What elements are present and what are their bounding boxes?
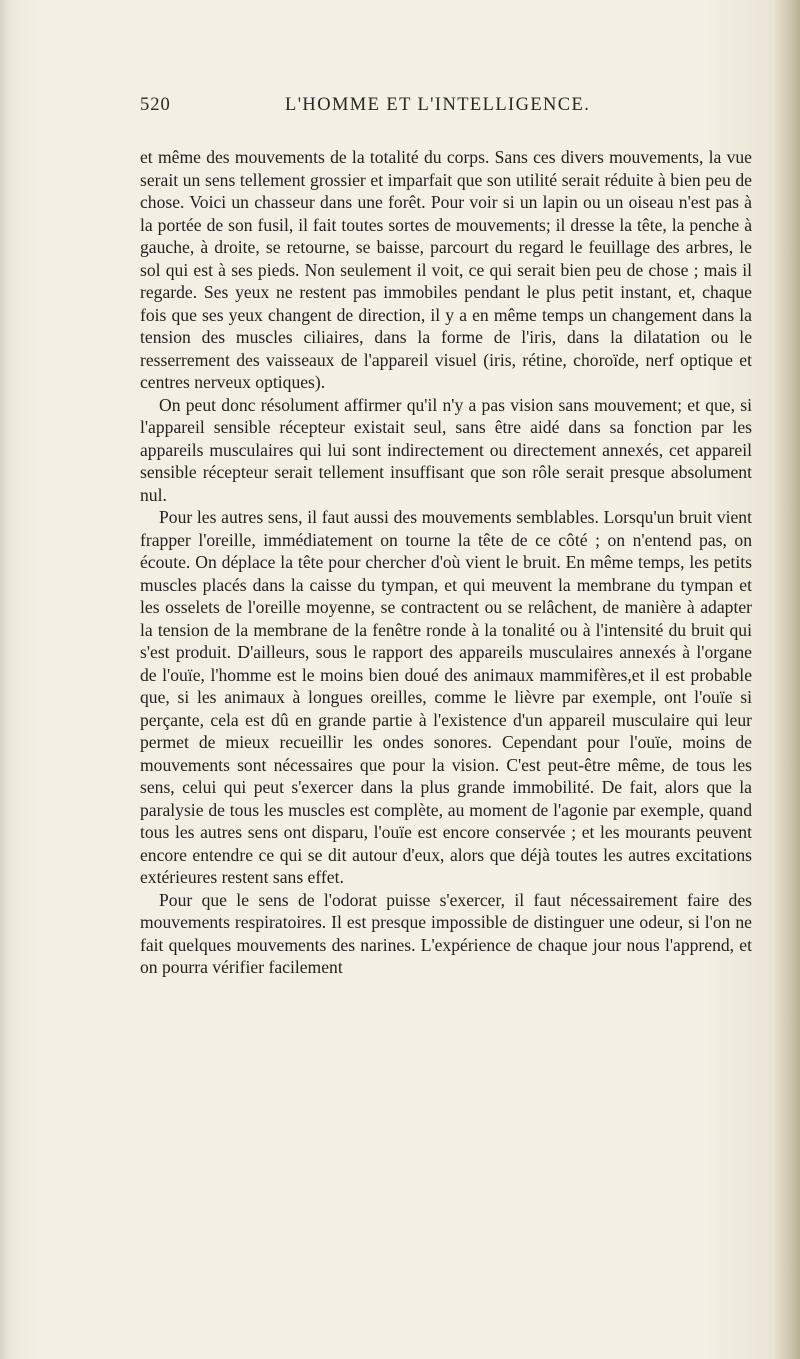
body-text — [140, 146, 752, 979]
running-head — [140, 95, 750, 125]
running-title: L'HOMME ET L'INTELLIGENCE. — [285, 95, 591, 115]
binding-shadow — [0, 0, 14, 1359]
paragraph-3: Pour les autres sens, il faut aussi des mouvements semblables. Lorsqu'un bruit vient frapper l'oreille, immédiatement on tourne la tête de ce côté ; on n'entend pas, on écoute. On déplace la tête pour chercher d'où vient le bruit. En même temps, les petits muscles placés dans la caisse du tympan, et qui meuvent la membrane du tympan et les osselets de l'oreille moyenne, se contractent ou se relâchent, de manière à adapter la tension de la membrane de la fenêtre ronde à la tonalité ou à l'intensité du bruit qui s'est produit. D'ailleurs, sous le rapport des appareils musculaires annexés à l'organe de l'ouïe, l'homme est le moins bien doué des animaux mammifères,et il est probable que, si les animaux à longues oreilles, comme le lièvre par exemple, ont l'ouïe si perçante, cela est dû en grande partie à l'existence d'un appareil musculaire qui leur permet de mieux recueillir les ondes sonores. Cependant pour l'ouïe, moins de mouvements sont nécessaires que pour la vision. C'est peut-être même, de tous les sens, celui qui peut s'exercer dans la plus grande immobilité. De fait, alors que la paralysie de tous les muscles est complète, au moment de l'agonie par exemple, quand tous les autres sens ont disparu, l'ouïe est encore conservée ; et les mourants peuvent encore entendre ce qui se dit autour d'eux, alors que déjà toutes les autres excitations extérieures restent sans effet. — [140, 507, 752, 887]
page-number: 520 — [140, 95, 171, 115]
paragraph-1: et même des mouvements de la totalité du corps. Sans ces divers mouvements, la vue serait un sens tellement grossier et imparfait que son utilité serait réduite à bien peu de chose. Voici un chasseur dans une forêt. Pour voir si un lapin ou un oiseau n'est pas à la portée de son fusil, il fait toutes sortes de mouvements; il dresse la tête, la penche à gauche, à droite, se retourne, se baisse, parcourt du regard le feuillage des arbres, le sol qui est à ses pieds. Non seulement il voit, ce qui serait bien peu de chose ; mais il regarde. Ses yeux ne restent pas immobiles pendant le plus petit instant, et, chaque fois que ses yeux changent de direction, il y a en même temps un changement dans la tension des muscles ciliaires, dans la forme de l'iris, dans la dilatation ou le resserrement des vaisseaux de l'appareil visuel (iris, rétine, choroïde, nerf optique et centres nerveux optiques). — [140, 147, 752, 392]
paragraph-2: On peut donc résolument affirmer qu'il n'y a pas vision sans mouvement; et que, si l'appareil sensible récepteur existait seul, sans être aidé dans sa fonction par les appareils musculaires qui lui sont indirectement ou directement annexés, cet appareil sensible récepteur serait tellement insuffisant que son rôle serait presque absolument nul. — [140, 394, 752, 505]
page-edge-shadow — [774, 0, 800, 1359]
paragraph-4: Pour que le sens de l'odorat puisse s'exercer, il faut nécessairement faire des mouvements respiratoires. Il est presque impossible de distinguer une odeur, si l'on ne fait quelques mouvements des narines. L'expérience de chaque jour nous l'apprend, et on pourra vérifier facilement — [140, 889, 752, 977]
